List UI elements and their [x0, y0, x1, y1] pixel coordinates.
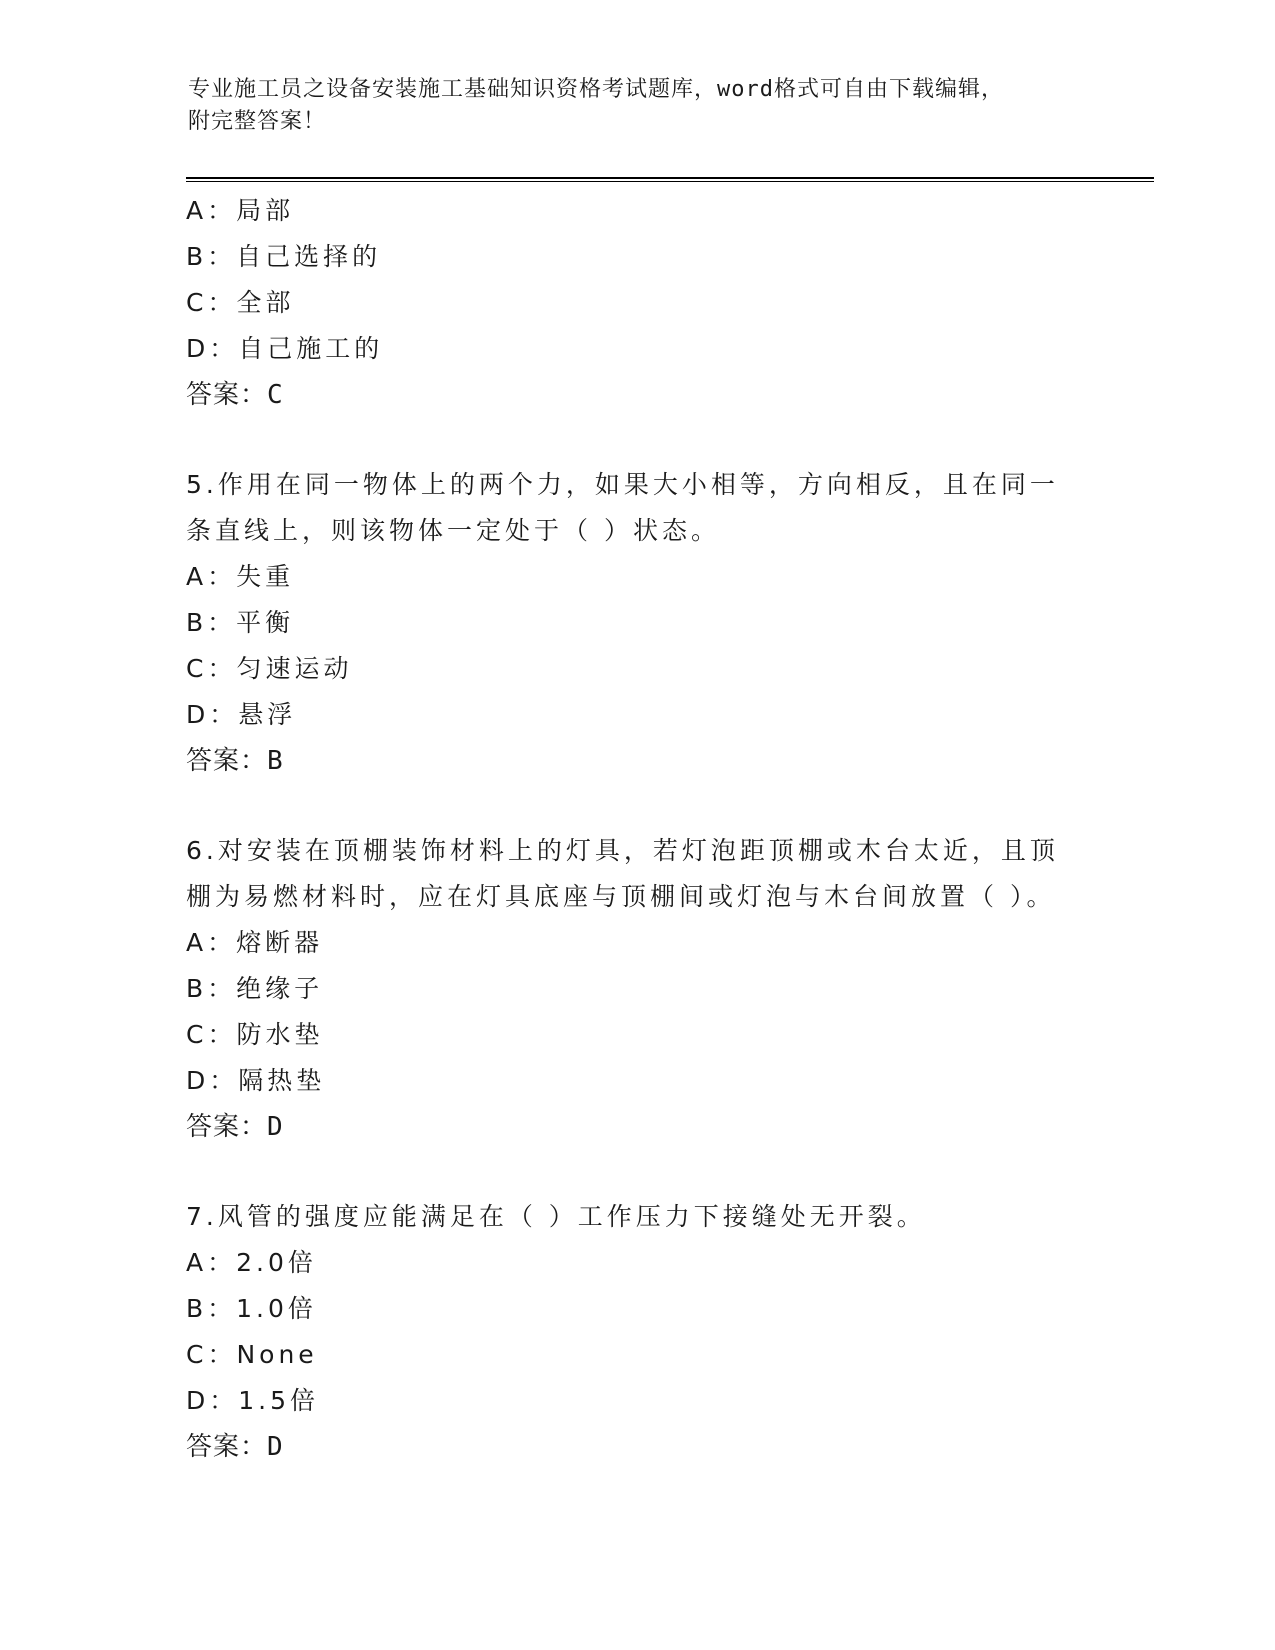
option-b: B：1.0倍 — [186, 1294, 317, 1323]
answer-label: 答案： — [186, 746, 268, 776]
page-header — [188, 74, 1088, 138]
question-continued — [186, 188, 1086, 418]
option-b: B：自己选择的 — [186, 242, 382, 271]
question-7 — [186, 1194, 1086, 1470]
answer-label: 答案： — [186, 380, 268, 410]
option-d: D：隔热垫 — [186, 1066, 326, 1095]
option-a: A：熔断器 — [186, 928, 324, 957]
question-text: 6.对安装在顶棚装饰材料上的灯具，若灯泡距顶棚或木台太近，且顶棚为易燃材料时，应在灯具底座与顶棚间或灯泡与木台间放置（ ）。 — [186, 836, 1059, 911]
question-5 — [186, 462, 1086, 784]
answer-label: 答案： — [186, 1432, 268, 1462]
header-divider — [186, 177, 1154, 182]
answer-line — [186, 1104, 1086, 1150]
answer-line — [186, 1424, 1086, 1470]
option-a: A：局部 — [186, 196, 295, 225]
answer-value: C — [267, 380, 284, 410]
option-c: C：全部 — [186, 288, 295, 317]
option-a: A：2.0倍 — [186, 1248, 317, 1277]
question-6 — [186, 828, 1086, 1150]
option-b: B：平衡 — [186, 608, 295, 637]
question-text: 7.风管的强度应能满足在（ ）工作压力下接缝处无开裂。 — [186, 1202, 926, 1231]
answer-label: 答案： — [186, 1112, 268, 1142]
option-d: D：悬浮 — [186, 700, 297, 729]
option-c: C：防水垫 — [186, 1020, 324, 1049]
option-d: D：自己施工的 — [186, 334, 384, 363]
option-c: C：匀速运动 — [186, 654, 353, 683]
answer-value: D — [267, 1432, 284, 1462]
header-line-1: 专业施工员之设备安装施工基础知识资格考试题库，word格式可自由下载编辑， — [188, 77, 1004, 102]
option-c: C：None — [186, 1340, 318, 1369]
answer-value: D — [267, 1112, 284, 1142]
answer-line — [186, 372, 1086, 418]
question-list — [186, 188, 1086, 1470]
question-text: 5.作用在同一物体上的两个力，如果大小相等，方向相反，且在同一条直线上，则该物体一定处于（ ）状态。 — [186, 470, 1059, 545]
option-a: A：失重 — [186, 562, 295, 591]
header-line-2: 附完整答案！ — [188, 109, 327, 134]
answer-value: B — [267, 746, 284, 776]
option-d: D：1.5倍 — [186, 1386, 320, 1415]
option-b: B：绝缘子 — [186, 974, 324, 1003]
answer-line — [186, 738, 1086, 784]
